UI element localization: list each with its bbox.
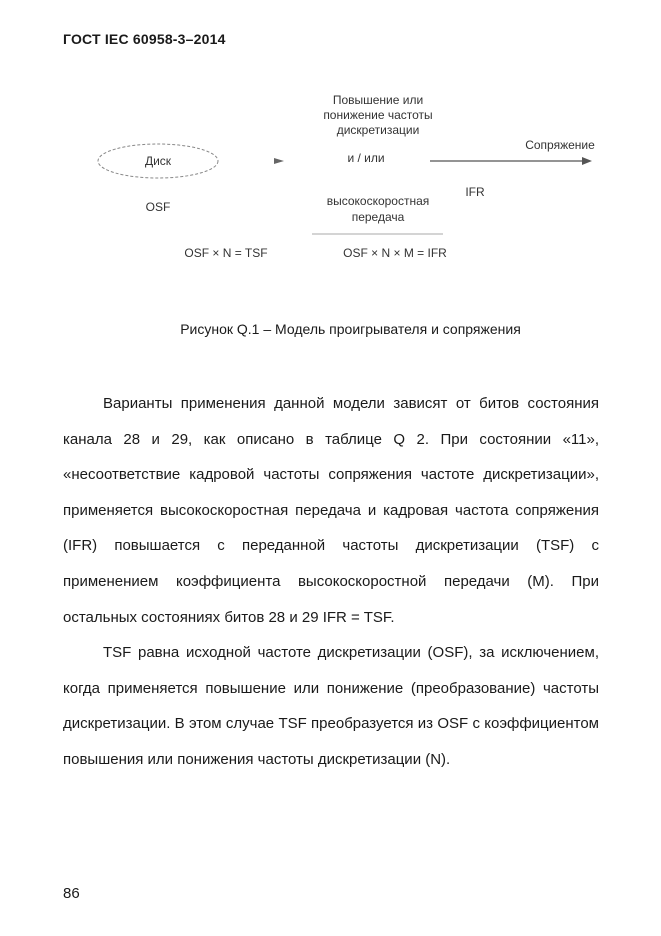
and-or-label: и / или (347, 151, 385, 165)
conversion-line-2: понижение частоты (323, 108, 433, 122)
figure-caption: Рисунок Q.1 – Модель проигрывателя и сопряжения (180, 321, 521, 337)
body-text (63, 386, 599, 778)
osf-label: OSF (145, 200, 171, 214)
conversion-line-3: дискретизации (336, 123, 420, 137)
standard-header: ГОСТ IEC 60958-3–2014 (63, 31, 226, 47)
small-arrow-icon (274, 158, 284, 164)
disk-label: Диск (144, 154, 172, 168)
ifr-arrow-head-icon (582, 157, 592, 165)
player-interface-diagram (0, 0, 661, 300)
ifr-label: IFR (465, 185, 485, 199)
high-speed-line-2: передача (351, 210, 405, 224)
conversion-line-1: Повышение или (332, 93, 424, 107)
interface-label: Сопряжение (525, 138, 595, 152)
paragraph: Варианты применения данной модели зависят от битов состояния канала 28 и 29, как описано в таблице Q 2. При состоянии «11», «несоответствие кадровой частоты сопряжения частоте дискретизации», применяется высокоскоростная передача и кадровая частота сопряжения (IFR) повышается с переданной частоты дискретизации (TSF) с применением коэффициента высокоскоростной передачи (M). При остальных состоянияx битов 28 и 29 IFR = TSF. (63, 395, 599, 626)
high-speed-line-1: высокоскоростная (326, 194, 430, 208)
formula-tsf: OSF × N = TSF (184, 246, 268, 260)
paragraph: TSF равна исходной частоте дискретизации (OSF), за исключением, когда применяется повышение или понижение (преобразование) частоты дискретизации. В этом случае TSF преобразуется из OSF с коэффициентом повышения или понижения частоты дискретизации (N). (63, 644, 599, 768)
page-number: 86 (63, 885, 80, 902)
formula-ifr: OSF × N × M = IFR (343, 246, 447, 260)
